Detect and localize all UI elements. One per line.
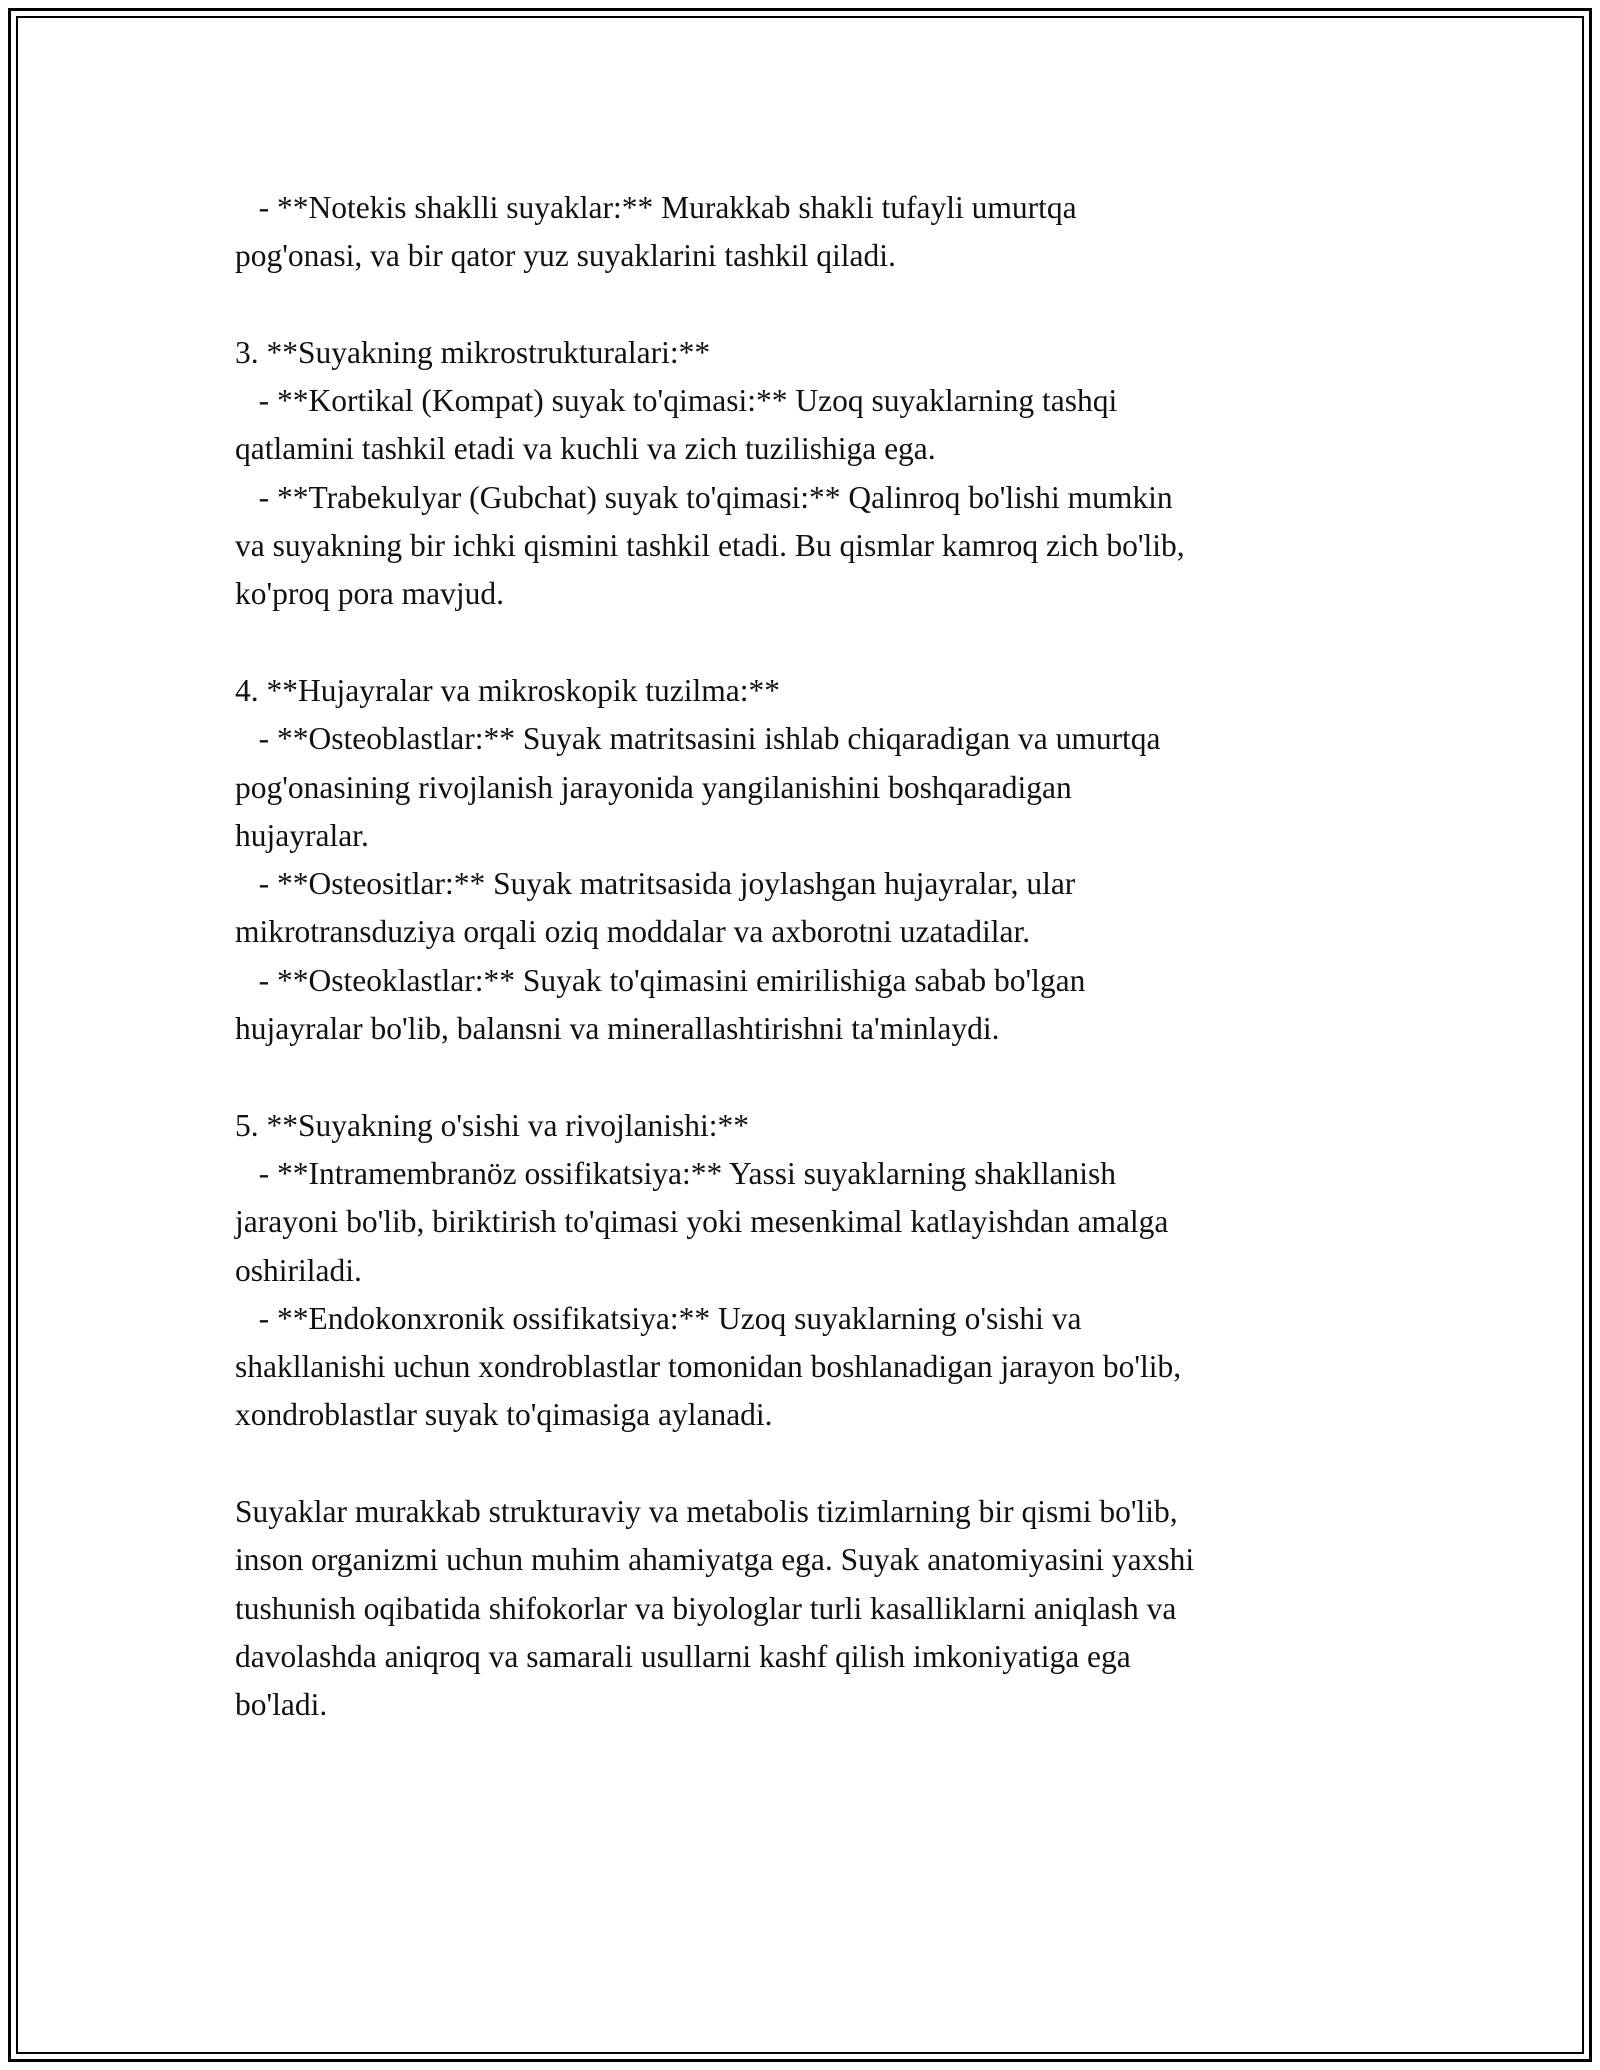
conclusion-line: tushunish oqibatida shifokorlar va biyologlar turli kasalliklarni aniqlash va (235, 1590, 1177, 1626)
section-heading: 5. **Suyakning o'sishi va rivojlanishi:** (235, 1107, 750, 1143)
text-line: - **Endokonxronik ossifikatsiya:** Uzoq suyaklarning o'sishi va (235, 1300, 1082, 1336)
text-line: - **Osteositlar:** Suyak matritsasida joylashgan hujayralar, ular (235, 866, 1076, 902)
text-line: hujayralar. (235, 817, 369, 853)
blank-line (235, 619, 1370, 667)
text-line: - **Intramembranöz ossifikatsiya:** Yassi suyaklarning shakllanish (235, 1155, 1117, 1191)
document-body (235, 184, 1370, 1730)
text-line: - **Osteoblastlar:** Suyak matritsasini ishlab chiqaradigan va umurtqa (235, 721, 1161, 757)
conclusion-line: bo'ladi. (235, 1687, 328, 1723)
blank-line (235, 1053, 1370, 1101)
text-line: hujayralar bo'lib, balansni va minerallashtirishni ta'minlaydi. (235, 1011, 1000, 1047)
text-line: shakllanishi uchun xondroblastlar tomonidan boshlanadigan jarayon bo'lib, (235, 1349, 1182, 1385)
text-line: mikrotransduziya orqali oziq moddalar va axborotni uzatadilar. (235, 914, 1031, 950)
text-line: - **Kortikal (Kompat) suyak to'qimasi:** Uzoq suyaklarning tashqi (235, 383, 1118, 419)
conclusion-line: Suyaklar murakkab strukturaviy va metabolis tizimlarning bir qismi bo'lib, (235, 1494, 1178, 1530)
text-line: va suyakning bir ichki qismini tashkil etadi. Bu qismlar kamroq zich bo'lib, (235, 528, 1185, 564)
text-line: pog'onasining rivojlanish jarayonida yangilanishini boshqaradigan (235, 769, 1072, 805)
text-line: - **Osteoklastlar:** Suyak to'qimasini emirilishiga sabab bo'lgan (235, 962, 1086, 998)
text-line: qatlamini tashkil etadi va kuchli va zich tuzilishiga ega. (235, 431, 936, 467)
blank-line (235, 281, 1370, 329)
section-heading: 4. **Hujayralar va mikroskopik tuzilma:** (235, 672, 781, 708)
text-line: ko'proq pora mavjud. (235, 576, 504, 612)
text-line: pog'onasi, va bir qator yuz suyaklarini tashkil qiladi. (235, 238, 896, 274)
text-line: - **Trabekulyar (Gubchat) suyak to'qimasi:** Qalinroq bo'lishi mumkin (235, 479, 1173, 515)
section-heading: 3. **Suyakning mikrostrukturalari:** (235, 334, 711, 370)
conclusion-line: inson organizmi uchun muhim ahamiyatga ega. Suyak anatomiyasini yaxshi (235, 1542, 1195, 1578)
text-line: - **Notekis shaklli suyaklar:** Murakkab shakli tufayli umurtqa (235, 190, 1077, 225)
blank-line (235, 1440, 1370, 1488)
conclusion-line: davolashda aniqroq va samarali usullarni kashf qilish imkoniyatiga ega (235, 1638, 1131, 1674)
text-line: xondroblastlar suyak to'qimasiga aylanadi. (235, 1397, 773, 1433)
text-line: oshiriladi. (235, 1252, 362, 1288)
text-line: jarayoni bo'lib, biriktirish to'qimasi yoki mesenkimal katlayishdan amalga (235, 1204, 1169, 1240)
